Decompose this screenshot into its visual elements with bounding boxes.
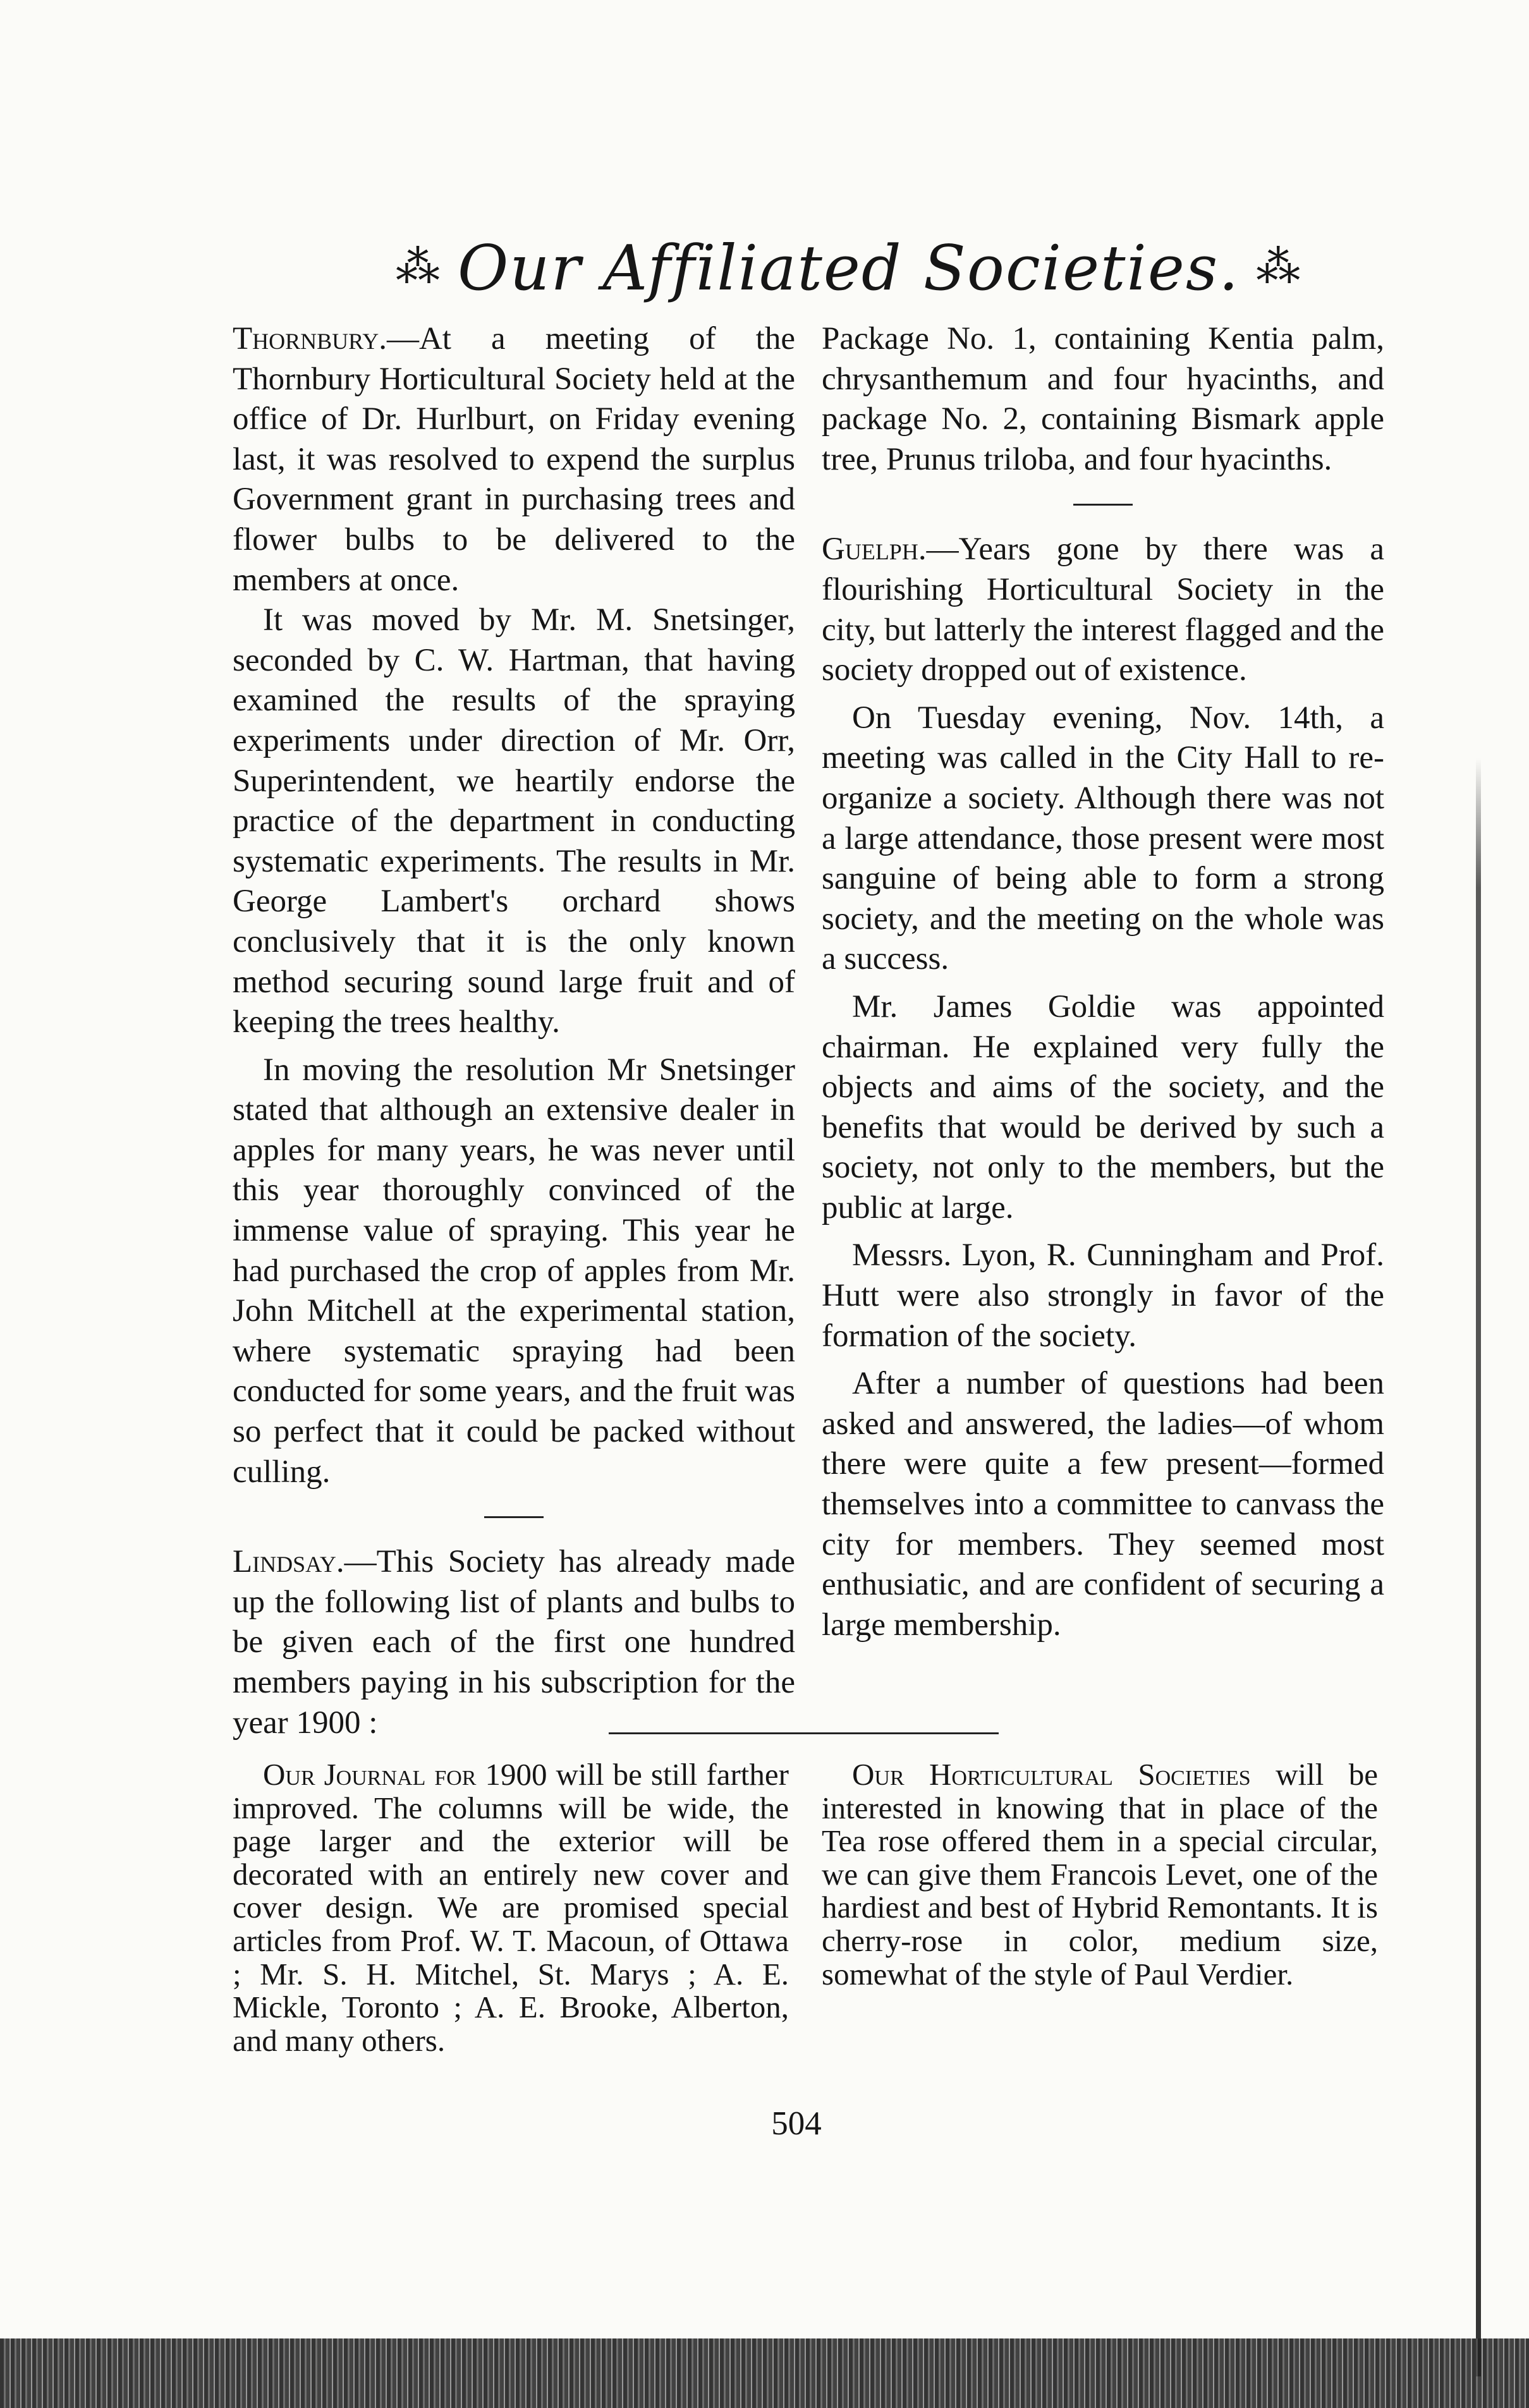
lindsay-heading: Lindsay. (233, 1544, 344, 1580)
lindsay-text: —This Society has already made up the following list of plants and bulbs to be given each of the first one hundred members paying in his subscription for the year 1900 : (233, 1544, 795, 1741)
thornbury-paragraph (233, 319, 795, 600)
guelph-paragraph (822, 530, 1384, 690)
package-list-paragraph: Package No. 1, containing Kentia palm, chrysanthemum and four hyacinths, and package No. 2, containing Bismark apple tree, Prunus triloba, and four hyacinths. (822, 321, 1384, 477)
scan-edge-bottom (0, 2338, 1529, 2408)
lindsay-paragraph (233, 1542, 795, 1743)
journal-note-heading: Our Journal for (263, 1757, 477, 1792)
page-title-text: Our Affiliated Societies. (458, 233, 1240, 305)
right-ornament-icon: ⁂ (1256, 241, 1302, 293)
messrs-paragraph: Messrs. Lyon, R. Cunningham and Prof. Hutt were also strongly in favor of the formation of the society. (822, 1237, 1384, 1354)
societies-note-paragraph (822, 1758, 1378, 1991)
journal-note-paragraph (233, 1758, 789, 2057)
section-divider (1073, 504, 1133, 506)
chairman-paragraph: Mr. James Goldie was appointed chairman. He explained very fully the objects and aims of the society, and the benefits that would be derived by such a society, not only to the members, but the public at large. (822, 988, 1384, 1225)
thornbury-heading: Thornbury. (233, 321, 387, 356)
ladies-committee-paragraph: After a number of questions had been asked and answered, the ladies—of whom there were quite a few present—formed themselves into a committee to canvass the city for members. They seemed most enthusiatic, and are confident of securing a large membership. (822, 1366, 1384, 1643)
right-column (822, 319, 1384, 1645)
societies-note-heading: Our Horticultural Societies (852, 1757, 1251, 1792)
journal-note (233, 1758, 789, 2057)
left-column (233, 319, 795, 1743)
guelph-heading: Guelph. (822, 532, 927, 568)
left-ornament-icon: ⁂ (396, 241, 441, 293)
thornbury-text: —At a meeting of the Thornbury Horticultural Society held at the office of Dr. Hurlburt, on Friday evening last, it was resolved to expend the surplus Government grant in purchasing trees and flower bulbs to be delivered to the members at once. (233, 321, 795, 598)
notes-divider (609, 1732, 999, 1734)
page-number: 504 (771, 2105, 822, 2142)
snetsinger-motion-paragraph: It was moved by Mr. M. Snetsinger, seconded by C. W. Hartman, that having examined the results of the spraying experiments under direction of Mr. Orr, Superintendent, we heartily endorse the practice of the department in conducting systematic experiments. The results in Mr. George Lambert's orchard shows conclusively that it is the only known method securing sound large fruit and of keeping the trees healthy. (233, 602, 795, 1040)
guelph-text: —Years gone by there was a flourishing Horticultural Society in the city, but latterly the interest flagged and the society dropped out of existence. (822, 532, 1384, 688)
page-title (379, 233, 1302, 305)
societies-note-text: will be interested in knowing that in place of the Tea rose offered them in a special circular, we can give them Francois Levet, one of the hardiest and best of Hybrid Remontants. It is cherry-rose in color, medium size, somewhat of the style of Paul Verdier. (822, 1757, 1378, 1991)
scan-edge-right (1476, 758, 1481, 2376)
meeting-paragraph: On Tuesday evening, Nov. 14th, a meeting was called in the City Hall to re-organize a society. Although there was not a large attendance, those present were most sanguine of being able to form a strong society, and the meeting on the whole was a success. (822, 700, 1384, 977)
spraying-resolution-paragraph: In moving the resolution Mr Snetsinger stated that although an extensive dealer in apples for many years, he was never until this year thoroughly convinced of the immense value of spraying. This year he had purchased the crop of apples from Mr. John Mitchell at the experimental station, where systematic spraying had been conducted for some years, and the fruit was so perfect that it could be packed without culling. (233, 1052, 795, 1490)
section-divider (484, 1516, 544, 1518)
societies-note (822, 1758, 1378, 1991)
journal-note-text: 1900 will be still farther improved. The columns will be wide, the page larger and the exterior will be decorated with an entirely new cover and cover design. We are promised special articles from Prof. W. T. Macoun, of Ottawa ; Mr. S. H. Mitchel, St. Marys ; A. E. Mickle, Toronto ; A. E. Brooke, Alberton, and many others. (233, 1757, 789, 2058)
